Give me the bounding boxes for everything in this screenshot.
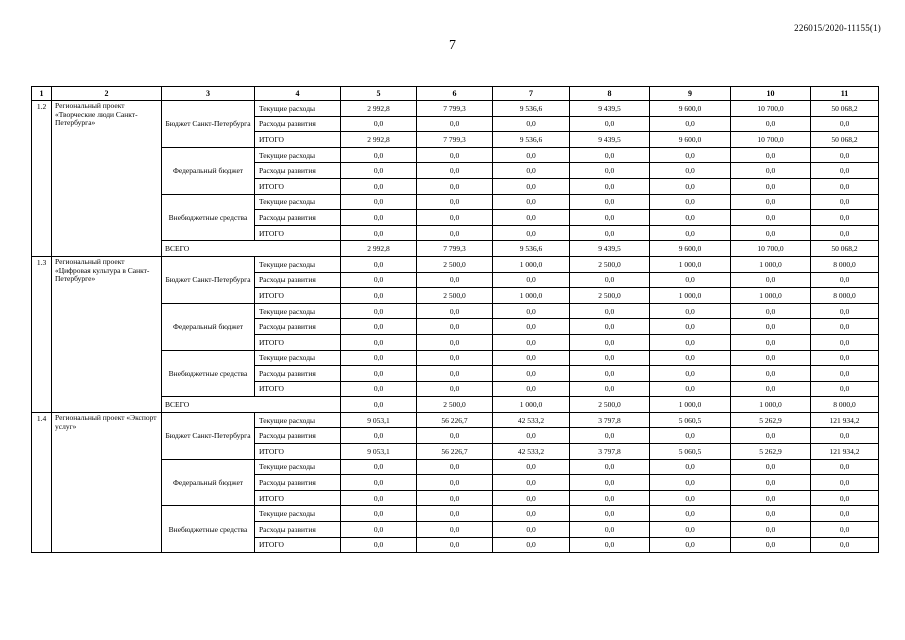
- value-cell: 0,0: [417, 334, 493, 350]
- value-cell: 0,0: [811, 537, 879, 553]
- value-cell: 1 000,0: [650, 256, 731, 272]
- value-cell: 0,0: [341, 381, 417, 397]
- value-cell: 0,0: [731, 428, 811, 444]
- value-cell: 0,0: [650, 163, 731, 179]
- expense-type: Расходы развития: [255, 210, 341, 226]
- total-value: 2 992,8: [341, 241, 417, 257]
- funding-source: Федеральный бюджет: [162, 147, 255, 194]
- value-cell: 0,0: [570, 210, 650, 226]
- value-cell: 0,0: [731, 366, 811, 382]
- value-cell: 0,0: [570, 334, 650, 350]
- value-cell: 9 439,5: [570, 132, 650, 148]
- value-cell: 10 700,0: [731, 132, 811, 148]
- value-cell: 0,0: [493, 506, 570, 522]
- total-value: 1 000,0: [650, 397, 731, 413]
- expense-type: ИТОГО: [255, 334, 341, 350]
- total-value: 50 068,2: [811, 241, 879, 257]
- value-cell: 0,0: [650, 334, 731, 350]
- value-cell: 0,0: [341, 178, 417, 194]
- value-cell: 0,0: [811, 319, 879, 335]
- value-cell: 1 000,0: [650, 288, 731, 304]
- value-cell: 0,0: [731, 210, 811, 226]
- document-number: 226015/2020-11155(1): [794, 23, 881, 33]
- value-cell: 0,0: [811, 272, 879, 288]
- column-header: 1: [32, 87, 52, 101]
- value-cell: 0,0: [811, 147, 879, 163]
- value-cell: 0,0: [650, 381, 731, 397]
- total-value: 10 700,0: [731, 241, 811, 257]
- page-number: 7: [449, 38, 456, 53]
- value-cell: 0,0: [341, 366, 417, 382]
- value-cell: 0,0: [417, 163, 493, 179]
- value-cell: 0,0: [417, 272, 493, 288]
- expense-type: ИТОГО: [255, 225, 341, 241]
- expense-type: Расходы развития: [255, 428, 341, 444]
- expense-type: Текущие расходы: [255, 147, 341, 163]
- value-cell: 0,0: [417, 147, 493, 163]
- value-cell: 10 700,0: [731, 101, 811, 117]
- value-cell: 42 533,2: [493, 444, 570, 460]
- value-cell: 0,0: [417, 303, 493, 319]
- table-row: [32, 101, 879, 117]
- expense-type: Расходы развития: [255, 475, 341, 491]
- expense-type: Текущие расходы: [255, 303, 341, 319]
- column-header: 11: [811, 87, 879, 101]
- value-cell: 8 000,0: [811, 256, 879, 272]
- value-cell: 0,0: [570, 381, 650, 397]
- column-header: 10: [731, 87, 811, 101]
- total-value: 9 536,6: [493, 241, 570, 257]
- value-cell: 0,0: [731, 506, 811, 522]
- value-cell: 0,0: [731, 350, 811, 366]
- value-cell: 0,0: [570, 116, 650, 132]
- value-cell: 0,0: [650, 178, 731, 194]
- column-header: 3: [162, 87, 255, 101]
- value-cell: 0,0: [650, 522, 731, 538]
- value-cell: 0,0: [493, 428, 570, 444]
- table-row: [32, 412, 879, 428]
- value-cell: 0,0: [570, 506, 650, 522]
- value-cell: 0,0: [570, 225, 650, 241]
- expense-type: Расходы развития: [255, 522, 341, 538]
- value-cell: 0,0: [417, 225, 493, 241]
- value-cell: 0,0: [570, 272, 650, 288]
- value-cell: 0,0: [650, 194, 731, 210]
- value-cell: 0,0: [341, 490, 417, 506]
- value-cell: 0,0: [650, 490, 731, 506]
- project-name: Региональный проект «Цифровая культура в Санкт-Петербурге»: [52, 256, 162, 412]
- project-name: Региональный проект «Экспорт услуг»: [52, 412, 162, 552]
- value-cell: 0,0: [341, 428, 417, 444]
- expense-type: Расходы развития: [255, 319, 341, 335]
- value-cell: 5 060,5: [650, 444, 731, 460]
- value-cell: 7 799,3: [417, 101, 493, 117]
- expense-type: Текущие расходы: [255, 412, 341, 428]
- value-cell: 1 000,0: [493, 256, 570, 272]
- expense-type: Расходы развития: [255, 272, 341, 288]
- value-cell: 0,0: [341, 537, 417, 553]
- value-cell: 0,0: [650, 475, 731, 491]
- funding-source: Бюджет Санкт-Петербурга: [162, 256, 255, 303]
- value-cell: 0,0: [650, 506, 731, 522]
- expense-type: ИТОГО: [255, 490, 341, 506]
- value-cell: 0,0: [417, 210, 493, 226]
- budget-table: [31, 86, 879, 553]
- value-cell: 0,0: [650, 459, 731, 475]
- value-cell: 0,0: [570, 537, 650, 553]
- value-cell: 0,0: [570, 459, 650, 475]
- value-cell: 0,0: [811, 210, 879, 226]
- value-cell: 0,0: [570, 522, 650, 538]
- value-cell: 0,0: [731, 334, 811, 350]
- value-cell: 9 053,1: [341, 444, 417, 460]
- value-cell: 56 226,7: [417, 444, 493, 460]
- value-cell: 1 000,0: [493, 288, 570, 304]
- value-cell: 3 797,8: [570, 444, 650, 460]
- value-cell: 0,0: [493, 319, 570, 335]
- value-cell: 0,0: [493, 334, 570, 350]
- funding-source: Федеральный бюджет: [162, 303, 255, 350]
- expense-type: Текущие расходы: [255, 101, 341, 117]
- column-header: 2: [52, 87, 162, 101]
- value-cell: 0,0: [417, 475, 493, 491]
- value-cell: 0,0: [570, 194, 650, 210]
- value-cell: 0,0: [570, 319, 650, 335]
- project-number: 1.3: [32, 256, 52, 412]
- value-cell: 9 536,6: [493, 101, 570, 117]
- value-cell: 1 000,0: [731, 256, 811, 272]
- value-cell: 0,0: [417, 537, 493, 553]
- funding-source: Федеральный бюджет: [162, 459, 255, 506]
- value-cell: 0,0: [570, 303, 650, 319]
- value-cell: 8 000,0: [811, 288, 879, 304]
- total-label: ВСЕГО: [162, 241, 341, 257]
- value-cell: 0,0: [811, 459, 879, 475]
- value-cell: 0,0: [731, 178, 811, 194]
- column-header: 4: [255, 87, 341, 101]
- value-cell: 0,0: [650, 272, 731, 288]
- column-header: 8: [570, 87, 650, 101]
- value-cell: 2 992,8: [341, 101, 417, 117]
- expense-type: Текущие расходы: [255, 459, 341, 475]
- value-cell: 0,0: [417, 522, 493, 538]
- value-cell: 0,0: [650, 350, 731, 366]
- total-value: 2 500,0: [570, 397, 650, 413]
- expense-type: Расходы развития: [255, 116, 341, 132]
- value-cell: 0,0: [341, 116, 417, 132]
- value-cell: 0,0: [493, 350, 570, 366]
- total-value: 7 799,3: [417, 241, 493, 257]
- value-cell: 0,0: [493, 522, 570, 538]
- value-cell: 121 934,2: [811, 412, 879, 428]
- value-cell: 56 226,7: [417, 412, 493, 428]
- value-cell: 0,0: [493, 272, 570, 288]
- value-cell: 0,0: [731, 381, 811, 397]
- value-cell: 0,0: [811, 475, 879, 491]
- funding-source: Бюджет Санкт-Петербурга: [162, 101, 255, 148]
- value-cell: 2 992,8: [341, 132, 417, 148]
- value-cell: 0,0: [811, 490, 879, 506]
- value-cell: 0,0: [811, 506, 879, 522]
- value-cell: 0,0: [341, 303, 417, 319]
- value-cell: 0,0: [731, 225, 811, 241]
- value-cell: 0,0: [650, 147, 731, 163]
- value-cell: 0,0: [650, 428, 731, 444]
- table-header-row: [32, 87, 879, 101]
- value-cell: 0,0: [650, 319, 731, 335]
- value-cell: 0,0: [341, 147, 417, 163]
- value-cell: 0,0: [731, 272, 811, 288]
- value-cell: 0,0: [731, 522, 811, 538]
- value-cell: 0,0: [493, 194, 570, 210]
- value-cell: 0,0: [570, 350, 650, 366]
- expense-type: Текущие расходы: [255, 350, 341, 366]
- value-cell: 50 068,2: [811, 101, 879, 117]
- value-cell: 0,0: [811, 194, 879, 210]
- value-cell: 0,0: [731, 490, 811, 506]
- value-cell: 9 600,0: [650, 132, 731, 148]
- value-cell: 7 799,3: [417, 132, 493, 148]
- value-cell: 0,0: [570, 490, 650, 506]
- column-header: 7: [493, 87, 570, 101]
- value-cell: 3 797,8: [570, 412, 650, 428]
- value-cell: 0,0: [341, 288, 417, 304]
- value-cell: 9 053,1: [341, 412, 417, 428]
- value-cell: 0,0: [811, 225, 879, 241]
- column-header: 5: [341, 87, 417, 101]
- funding-source: Внебюджетные средства: [162, 194, 255, 241]
- value-cell: 0,0: [811, 522, 879, 538]
- value-cell: 0,0: [811, 350, 879, 366]
- value-cell: 0,0: [811, 334, 879, 350]
- column-header: 6: [417, 87, 493, 101]
- value-cell: 0,0: [341, 225, 417, 241]
- value-cell: 0,0: [493, 303, 570, 319]
- value-cell: 0,0: [650, 303, 731, 319]
- value-cell: 0,0: [570, 475, 650, 491]
- value-cell: 0,0: [570, 366, 650, 382]
- value-cell: 1 000,0: [731, 288, 811, 304]
- value-cell: 0,0: [731, 303, 811, 319]
- value-cell: 0,0: [570, 428, 650, 444]
- value-cell: 0,0: [570, 163, 650, 179]
- funding-source: Внебюджетные средства: [162, 350, 255, 397]
- value-cell: 0,0: [731, 163, 811, 179]
- expense-type: Текущие расходы: [255, 194, 341, 210]
- project-name: Региональный проект «Творческие люди Санкт-Петербурга»: [52, 101, 162, 257]
- value-cell: 0,0: [493, 210, 570, 226]
- expense-type: ИТОГО: [255, 288, 341, 304]
- value-cell: 0,0: [811, 178, 879, 194]
- value-cell: 5 060,5: [650, 412, 731, 428]
- value-cell: 0,0: [493, 147, 570, 163]
- value-cell: 0,0: [417, 116, 493, 132]
- value-cell: 0,0: [731, 116, 811, 132]
- value-cell: 0,0: [493, 366, 570, 382]
- value-cell: 0,0: [731, 319, 811, 335]
- value-cell: 0,0: [341, 506, 417, 522]
- value-cell: 0,0: [417, 319, 493, 335]
- value-cell: 0,0: [811, 381, 879, 397]
- expense-type: Текущие расходы: [255, 256, 341, 272]
- funding-source: Внебюджетные средства: [162, 506, 255, 553]
- value-cell: 0,0: [650, 537, 731, 553]
- value-cell: 0,0: [493, 459, 570, 475]
- value-cell: 2 500,0: [570, 256, 650, 272]
- table-row: [32, 256, 879, 272]
- value-cell: 0,0: [650, 116, 731, 132]
- value-cell: 50 068,2: [811, 132, 879, 148]
- total-label: ВСЕГО: [162, 397, 341, 413]
- value-cell: 0,0: [417, 194, 493, 210]
- value-cell: 0,0: [731, 147, 811, 163]
- value-cell: 42 533,2: [493, 412, 570, 428]
- value-cell: 2 500,0: [417, 256, 493, 272]
- value-cell: 0,0: [493, 116, 570, 132]
- value-cell: 9 439,5: [570, 101, 650, 117]
- value-cell: 0,0: [341, 319, 417, 335]
- value-cell: 0,0: [341, 334, 417, 350]
- value-cell: 0,0: [341, 522, 417, 538]
- value-cell: 0,0: [493, 381, 570, 397]
- project-number: 1.4: [32, 412, 52, 552]
- total-value: 2 500,0: [417, 397, 493, 413]
- value-cell: 0,0: [811, 428, 879, 444]
- value-cell: 0,0: [731, 194, 811, 210]
- value-cell: 0,0: [417, 428, 493, 444]
- value-cell: 0,0: [731, 537, 811, 553]
- value-cell: 0,0: [650, 366, 731, 382]
- column-header: 9: [650, 87, 731, 101]
- value-cell: 0,0: [417, 459, 493, 475]
- value-cell: 0,0: [493, 537, 570, 553]
- value-cell: 0,0: [811, 163, 879, 179]
- value-cell: 0,0: [731, 459, 811, 475]
- total-value: 0,0: [341, 397, 417, 413]
- value-cell: 0,0: [811, 303, 879, 319]
- value-cell: 2 500,0: [570, 288, 650, 304]
- value-cell: 5 262,9: [731, 444, 811, 460]
- expense-type: Расходы развития: [255, 163, 341, 179]
- value-cell: 0,0: [341, 475, 417, 491]
- value-cell: 9 600,0: [650, 101, 731, 117]
- value-cell: 0,0: [341, 163, 417, 179]
- value-cell: 0,0: [731, 475, 811, 491]
- value-cell: 0,0: [417, 178, 493, 194]
- value-cell: 0,0: [493, 475, 570, 491]
- value-cell: 0,0: [341, 256, 417, 272]
- expense-type: Текущие расходы: [255, 506, 341, 522]
- value-cell: 0,0: [341, 459, 417, 475]
- value-cell: 0,0: [811, 366, 879, 382]
- value-cell: 0,0: [341, 194, 417, 210]
- value-cell: 0,0: [341, 272, 417, 288]
- expense-type: ИТОГО: [255, 381, 341, 397]
- expense-type: Расходы развития: [255, 366, 341, 382]
- expense-type: ИТОГО: [255, 132, 341, 148]
- expense-type: ИТОГО: [255, 178, 341, 194]
- total-value: 1 000,0: [731, 397, 811, 413]
- total-value: 1 000,0: [493, 397, 570, 413]
- value-cell: 0,0: [417, 381, 493, 397]
- value-cell: 9 536,6: [493, 132, 570, 148]
- value-cell: 0,0: [417, 490, 493, 506]
- total-value: 9 600,0: [650, 241, 731, 257]
- value-cell: 0,0: [341, 210, 417, 226]
- value-cell: 0,0: [341, 350, 417, 366]
- value-cell: 0,0: [570, 147, 650, 163]
- funding-source: Бюджет Санкт-Петербурга: [162, 412, 255, 459]
- value-cell: 2 500,0: [417, 288, 493, 304]
- total-value: 9 439,5: [570, 241, 650, 257]
- value-cell: 0,0: [650, 225, 731, 241]
- value-cell: 5 262,9: [731, 412, 811, 428]
- total-value: 8 000,0: [811, 397, 879, 413]
- value-cell: 0,0: [650, 210, 731, 226]
- value-cell: 0,0: [493, 163, 570, 179]
- value-cell: 0,0: [493, 178, 570, 194]
- value-cell: 0,0: [417, 506, 493, 522]
- value-cell: 0,0: [811, 116, 879, 132]
- value-cell: 0,0: [493, 490, 570, 506]
- value-cell: 0,0: [417, 366, 493, 382]
- value-cell: 0,0: [493, 225, 570, 241]
- project-number: 1.2: [32, 101, 52, 257]
- value-cell: 0,0: [417, 350, 493, 366]
- value-cell: 121 934,2: [811, 444, 879, 460]
- value-cell: 0,0: [570, 178, 650, 194]
- expense-type: ИТОГО: [255, 444, 341, 460]
- expense-type: ИТОГО: [255, 537, 341, 553]
